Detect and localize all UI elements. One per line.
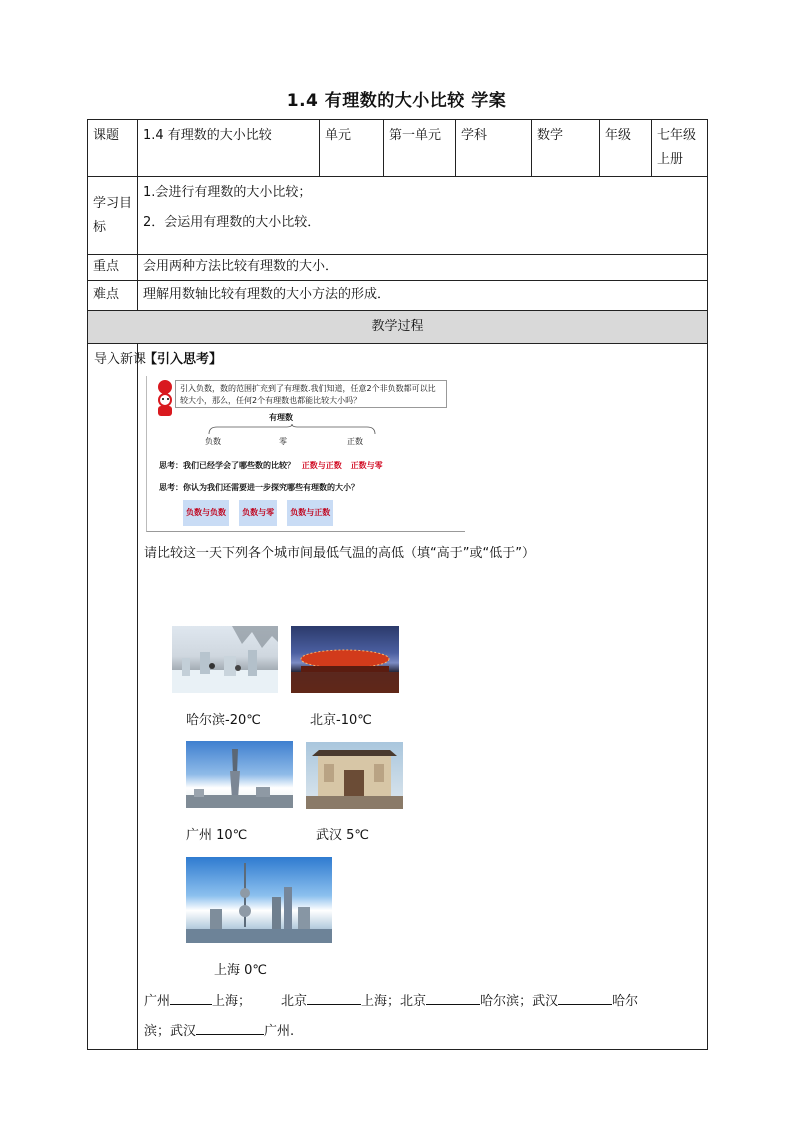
fill-text: 广州.: [264, 1024, 295, 1039]
tree-brace: [207, 424, 377, 436]
tree-child-negative: 负数: [205, 437, 221, 446]
guangzhou-photo: [186, 741, 293, 808]
difficulty-label: 难点: [88, 281, 138, 311]
city-caption-beijing: 北京-10℃: [310, 713, 372, 728]
wuhan-building-image: [306, 742, 403, 809]
fill-text: 哈尔: [612, 994, 639, 1009]
wuhan-photo: [306, 742, 403, 809]
fill-text: 广州: [144, 994, 171, 1009]
intro-heading: 【引入思考】: [144, 352, 223, 367]
answer-blank[interactable]: [170, 990, 212, 1005]
process-header: 教学过程: [88, 311, 708, 344]
answer-blank[interactable]: [307, 990, 361, 1005]
fill-line-1: [144, 990, 638, 1014]
fill-line-2: [144, 1020, 294, 1044]
goal-item: 1.会进行有理数的大小比较；: [143, 185, 312, 200]
intro-content: [138, 344, 708, 1050]
page-title: 1.4 有理数的大小比较 学案: [286, 91, 507, 111]
grade-value: 七年级上册: [652, 120, 708, 177]
answer-blank[interactable]: [426, 990, 480, 1005]
key-point-label: 重点: [88, 255, 138, 281]
city-caption-harbin: 哈尔滨-20℃: [186, 713, 261, 728]
beijing-photo: [291, 626, 399, 693]
unit-label: 单元: [320, 120, 384, 177]
intro-label-text: 导入新课: [94, 352, 147, 367]
question-1: [159, 460, 383, 472]
harbin-photo: [172, 626, 278, 693]
tag-item: 负数与负数: [183, 500, 229, 526]
city-caption-shanghai: 上海 0℃: [214, 963, 268, 978]
city-caption-wuhan: 武汉 5℃: [316, 828, 370, 843]
intro-bubble: 引入负数，数的范围扩充到了有理数.我们知道，任意2个非负数都可以比较大小，那么，任何2个有理数也都能比较大小吗？: [175, 380, 447, 408]
subject-label: 学科: [456, 120, 532, 177]
goals-content: [138, 177, 708, 255]
key-point-text: 会用两种方法比较有理数的大小．: [138, 255, 708, 281]
subject-value: 数学: [532, 120, 600, 177]
tree-child-positive: 正数: [347, 437, 363, 446]
intro-label: [88, 344, 147, 1050]
tree-child-zero: 零: [279, 437, 287, 446]
grade-label: 年级: [600, 120, 652, 177]
unit-value: 第一单元: [384, 120, 456, 177]
tag-item: 负数与零: [239, 500, 277, 526]
shanghai-photo: [186, 857, 332, 943]
answer-blank[interactable]: [558, 990, 612, 1005]
topic-value: 1.4 有理数的大小比较: [138, 120, 320, 177]
fill-text: 哈尔滨；武汉: [480, 994, 559, 1009]
goal-item: 2．会运用有理数的大小比较．: [143, 215, 321, 230]
tag-item: 负数与正数: [287, 500, 333, 526]
harbin-ice-sculpture-image: [172, 626, 278, 693]
guangzhou-tower-image: [186, 741, 293, 808]
fill-text: 滨；武汉: [144, 1024, 197, 1039]
topic-label: 课题: [88, 120, 138, 177]
question-1-text: 思考：我们已经学会了哪些数的比较？: [159, 461, 295, 470]
shanghai-skyline-image: [186, 857, 332, 943]
city-caption-guangzhou: 广州 10℃: [186, 828, 248, 843]
answer-1: 正数与正数: [301, 461, 342, 470]
question-2-tags: [183, 500, 339, 526]
answer-2: 正数与零: [350, 461, 383, 470]
beijing-stadium-image: [291, 626, 399, 693]
goals-label: 学习目标: [88, 177, 138, 255]
instruction-text: 请比较这一天下列各个城市间最低气温的高低（填“高于”或“低于”）: [144, 546, 535, 561]
intro-slide: [146, 376, 465, 532]
difficulty-text: 理解用数轴比较有理数的大小方法的形成．: [138, 281, 708, 311]
fill-text: 上海；: [212, 994, 252, 1009]
lesson-table: [87, 119, 708, 1050]
fill-text: 北京: [281, 994, 308, 1009]
answer-blank[interactable]: [196, 1020, 264, 1035]
fill-text: 上海；北京: [361, 994, 427, 1009]
question-2: 思考：你认为我们还需要进一步探究哪些有理数的大小？: [159, 483, 359, 492]
tree-root: 有理数: [269, 413, 293, 422]
